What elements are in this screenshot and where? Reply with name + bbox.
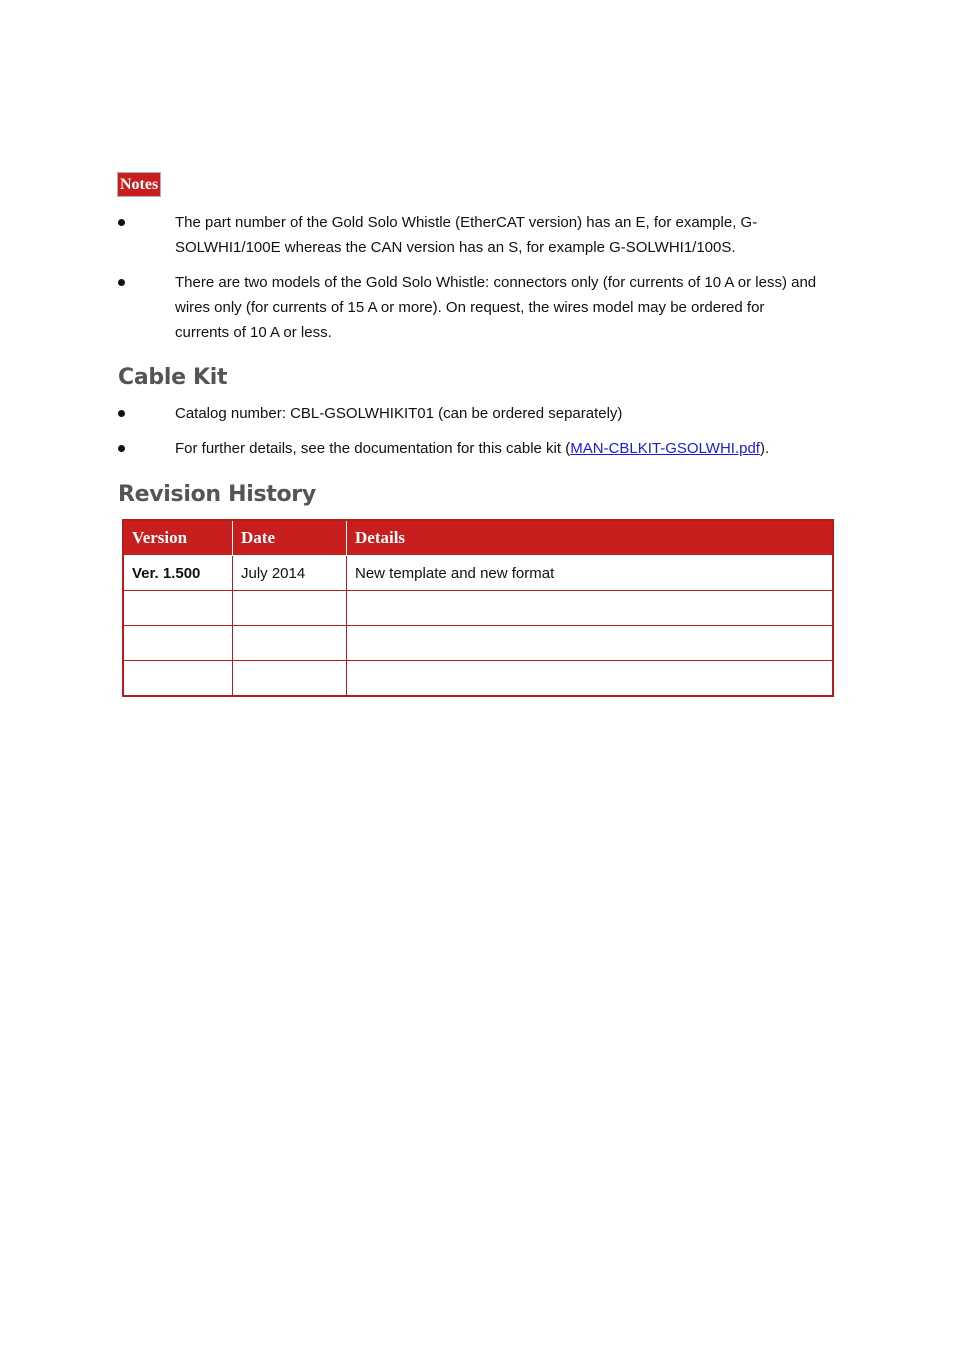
bullet-icon <box>118 219 125 226</box>
table-row <box>123 591 833 626</box>
note-text: There are two models of the Gold Solo Whistle: connectors only (for currents of 10 A or less) and wires only (for currents of 15 A or more). On request, the wires model may be ordered for currents of 10 A or less. <box>175 274 817 341</box>
bullet-icon <box>118 410 125 417</box>
column-header-version: Version <box>123 520 233 556</box>
table-header-row <box>123 520 833 556</box>
table-cell-version <box>123 626 233 661</box>
details-suffix-text: ). <box>759 440 770 457</box>
note-text: The part number of the Gold Solo Whistle (EtherCAT version) has an E, for example, G-SOLWHI1/100E whereas the CAN version has an S, for example G-SOLWHI1/100S. <box>175 214 758 256</box>
table-cell-date <box>233 661 347 697</box>
list-item <box>118 401 818 426</box>
revision-history-table <box>122 519 834 697</box>
table-cell-version: Ver. 1.500 <box>123 556 233 591</box>
cable-kit-heading: Cable Kit <box>118 365 228 390</box>
bullet-icon <box>118 445 125 452</box>
table-cell-date <box>233 626 347 661</box>
column-header-details: Details <box>347 520 834 556</box>
list-item <box>118 210 818 260</box>
column-header-date: Date <box>233 520 347 556</box>
table-row <box>123 556 833 591</box>
table-cell-details <box>347 661 834 697</box>
list-item <box>118 436 818 461</box>
catalog-number-text: Catalog number: CBL-GSOLWHIKIT01 (can be ordered separately) <box>175 405 623 422</box>
table-cell-details <box>347 626 834 661</box>
table-cell-details: New template and new format <box>347 556 834 591</box>
table-row <box>123 661 833 697</box>
table-cell-date <box>233 591 347 626</box>
cable-kit-list <box>118 401 818 471</box>
list-item <box>118 270 818 345</box>
details-prefix-text: For further details, see the documentation for this cable kit ( <box>175 440 571 457</box>
revision-history-heading: Revision History <box>118 482 316 507</box>
table-cell-date: July 2014 <box>233 556 347 591</box>
notes-list <box>118 210 818 355</box>
notes-label: Notes <box>118 173 160 196</box>
cable-kit-doc-link[interactable]: MAN-CBLKIT-GSOLWHI.pdf <box>570 440 760 457</box>
table-row <box>123 626 833 661</box>
table-cell-details <box>347 591 834 626</box>
table-cell-version <box>123 591 233 626</box>
table-cell-version <box>123 661 233 697</box>
bullet-icon <box>118 279 125 286</box>
